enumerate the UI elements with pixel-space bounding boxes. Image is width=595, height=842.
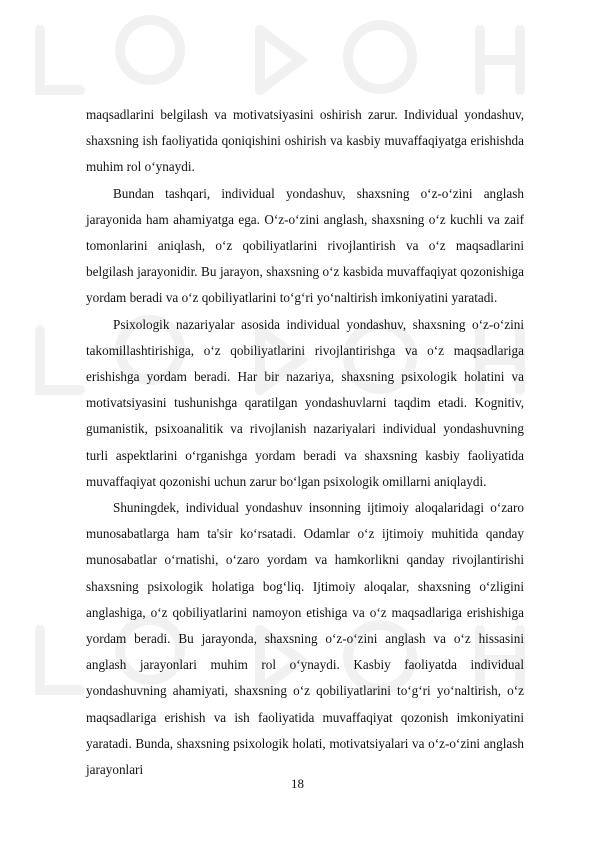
document-body	[86, 102, 524, 783]
paragraph-2: Bundan tashqari, individual yondashuv, shaxsning o‘z-o‘zini anglash jarayonida ham ahamiyatga ega. O‘z-o‘zini anglash, shaxsning o‘z kuchli va zaif tomonlarini aniqlash, o‘z qobiliyatlarini rivojlantirish va o‘z maqsadlarini belgilash jarayonidir. Bu jarayon, shaxsning o‘z kasbida muvaffaqiyat qozonishiga yordam beradi va o‘z qobiliyatlarini to‘g‘ri yo‘naltirish imkoniyatini yaratadi.	[86, 185, 524, 306]
page-number: 18	[291, 776, 304, 791]
paragraph-4: Shuningdek, individual yondashuv insonning ijtimoiy aloqalaridagi o‘zaro munosabatlarga ham ta'sir ko‘rsatadi. Odamlar o‘z ijtimoiy muhitida qanday munosabatlar o‘rnatishi, o‘zaro yordam va hamkorlikni qanday rivojlantirishi shaxsning psixologik holatiga bog‘liq. Ijtimoiy aloqalar, shaxsning o‘zligini anglashiga, o‘z qobiliyatlarini namoyon etishiga va o‘z maqsadlariga erishishiga yordam beradi. Bu jarayonda, shaxsning o‘z-o‘zini anglash va o‘z hissasini anglash jarayonlari muhim rol o‘ynaydi. Kasbiy faoliyatda individual yondashuvning ahamiyati, shaxsning o‘z qobiliyatlarini to‘g‘ri yo‘naltirish, o‘z maqsadlariga erishish va ish faoliyatida muvaffaqiyat qozonish imkoniyatini yaratadi. Bunda, shaxsning psixologik holati, motivatsiyalari va o‘z-o‘zini anglash jarayonlari	[86, 500, 524, 778]
paragraph-3: Psixologik nazariyalar asosida individual yondashuv, shaxsning o‘z-o‘zini takomillashtirishiga, o‘z qobiliyatlarini rivojlantirishga va o‘z maqsadlariga erishishga yordam beradi. Har bir nazariya, shaxsning psixologik holatini va motivatsiyasini tushunishga qaratilgan yondashuvlarni taqdim etadi. Kognitiv, gumanistik, psixoanalitik va rivojlanish nazariyalari individual yondashuvning turli aspektlarini o‘rganishga yordam beradi va shaxsning kasbiy faoliyatida muvaffaqiyat qozonishi uchun zarur bo‘lgan psixologik omillarni aniqlaydi.	[86, 316, 524, 489]
paragraph-1: maqsadlarini belgilash va motivatsiyasini oshirish zarur. Individual yondashuv, shaxsning ish faoliyatida qoniqishini oshirish va kasbiy muvaffaqiyatga erishishda muhim rol o‘ynaydi.	[86, 107, 524, 175]
